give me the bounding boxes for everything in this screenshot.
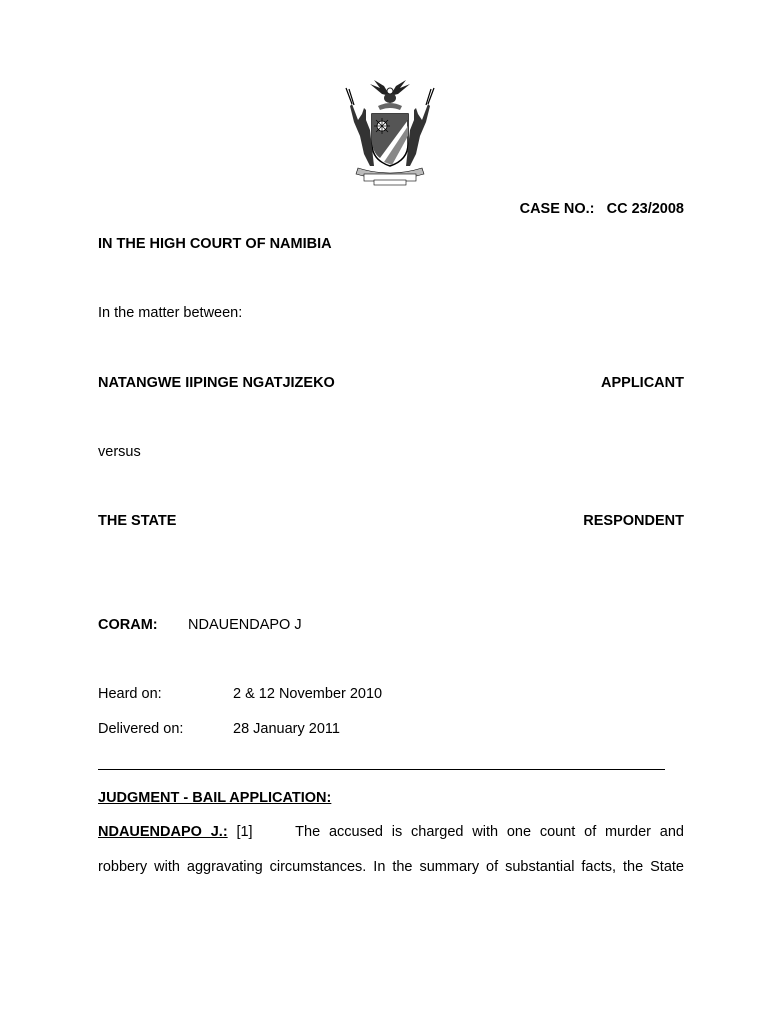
case-number [520, 200, 684, 218]
respondent-role: RESPONDENT [583, 513, 684, 529]
applicant-role: APPLICANT [601, 375, 684, 391]
coram-label: CORAM: [98, 617, 158, 633]
paragraph-number: [1] [236, 824, 253, 840]
judgment-heading: JUDGMENT - BAIL APPLICATION: [98, 790, 332, 806]
delivered-value: 28 January 2011 [233, 721, 340, 737]
horizontal-divider [98, 769, 665, 770]
heard-label: Heard on: [98, 686, 162, 702]
delivered-label: Delivered on: [98, 721, 184, 737]
case-number-label: CASE NO.: [519, 201, 595, 217]
body-line-1-text: The accused is charged with one count of murder and [295, 824, 684, 840]
body-line-2: robbery with aggravating circumstances. In the summary of substantial facts, the State [98, 859, 684, 875]
coat-of-arms-icon [340, 74, 440, 186]
body-line-1 [98, 823, 684, 841]
case-number-value: CC 23/2008 [606, 201, 684, 217]
matter-intro: In the matter between: [98, 305, 243, 321]
court-title: IN THE HIGH COURT OF NAMIBIA [98, 236, 332, 252]
versus-text: versus [98, 444, 141, 460]
respondent-name: THE STATE [98, 513, 177, 529]
judge-name: NDAUENDAPO J.: [98, 824, 228, 840]
coram-value: NDAUENDAPO J [188, 617, 302, 633]
heard-value: 2 & 12 November 2010 [233, 686, 383, 702]
applicant-name: NATANGWE IIPINGE NGATJIZEKO [98, 375, 335, 391]
